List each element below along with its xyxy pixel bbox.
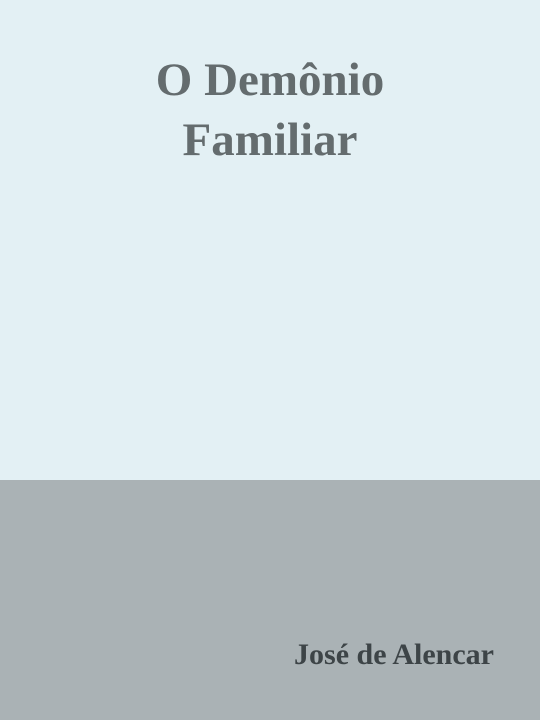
book-author: José de Alencar (294, 638, 494, 671)
book-title (0, 50, 540, 170)
cover-bottom-panel (0, 480, 540, 720)
book-title-line-1: O Demônio (155, 54, 385, 106)
book-title-line-2: Familiar (182, 114, 358, 166)
